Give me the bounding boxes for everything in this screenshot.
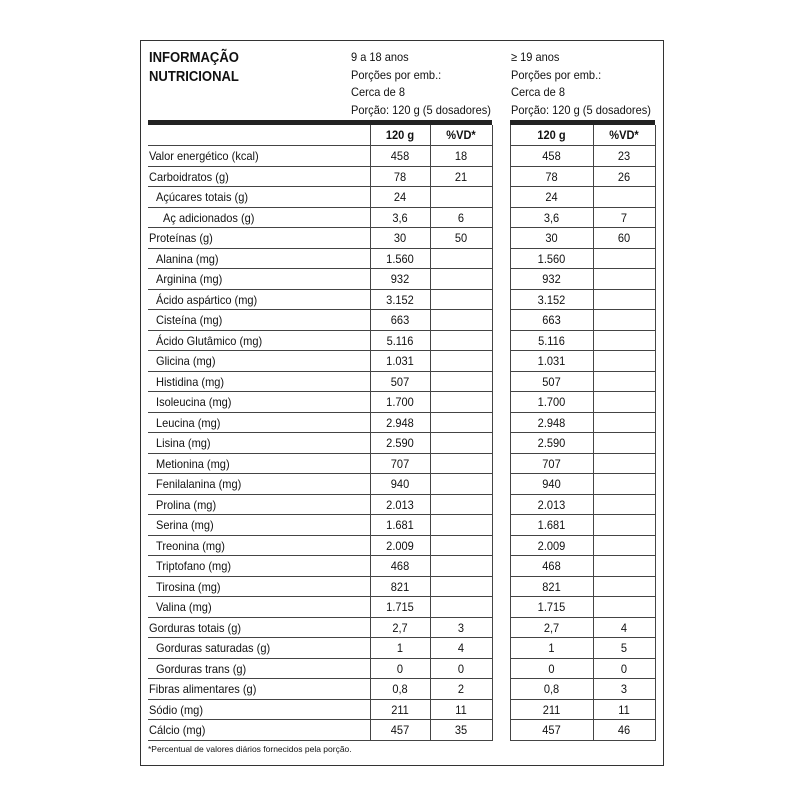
table-row: [0, 269, 800, 290]
row-rule: [510, 227, 655, 228]
group2-vd: [595, 515, 652, 536]
group2-vd: [595, 536, 652, 557]
row-rule: [148, 555, 492, 556]
group2-amount: 457: [542, 723, 561, 737]
group1-amount: 211: [391, 702, 409, 717]
row-rule: [510, 330, 655, 331]
nutrient-label: Arginina (mg): [156, 272, 223, 286]
group1-amount: 457: [390, 723, 410, 737]
group1-vd: [432, 433, 489, 454]
group1-amount: 24: [393, 190, 407, 204]
table-row: [0, 577, 800, 598]
row-rule: [148, 371, 492, 372]
group1-amount: 30: [393, 231, 407, 245]
group2-vd: 5: [620, 641, 628, 655]
row-rule: [148, 227, 492, 228]
nutrient-label: Leucina (mg): [156, 415, 221, 430]
group2-vd: 26: [617, 169, 631, 184]
row-rule: [510, 494, 655, 495]
group2-vd: [595, 269, 652, 290]
group1-amount: 821: [390, 579, 410, 594]
group1-vd: [432, 187, 489, 208]
group1-vd: [432, 577, 489, 598]
column-rule: [510, 125, 511, 741]
title-line-1: INFORMAÇÃO: [149, 50, 239, 66]
group2-amount: 1.700: [537, 395, 566, 409]
group1-amount: 1.681: [386, 518, 414, 532]
group2-amount: 2,7: [543, 620, 560, 635]
nutrient-label: Serina (mg): [156, 518, 214, 532]
group2-amount: 0,8: [543, 682, 560, 696]
table-row: [0, 618, 800, 639]
row-rule: [148, 453, 492, 454]
row-rule: [148, 740, 492, 741]
group2-amount: 1: [548, 641, 555, 655]
group2-amount-header: 120 g: [537, 128, 566, 142]
row-rule: [148, 268, 492, 269]
column-rule: [430, 125, 431, 741]
group1-vd: 0: [457, 661, 465, 676]
group1-vd: [432, 536, 489, 557]
group1-amount-header: 120 g: [385, 128, 415, 142]
group1-vd: [432, 454, 489, 475]
group2-vd-header: %VD*: [609, 128, 639, 142]
row-rule: [148, 145, 492, 146]
table-row: [0, 638, 800, 659]
table-row: [0, 290, 800, 311]
row-rule: [510, 207, 655, 208]
group1-header: [351, 49, 503, 119]
group1-vd: [432, 269, 489, 290]
row-rule: [510, 289, 655, 290]
group2-serving: Porção: 120 g (5 dosadores): [511, 102, 651, 117]
nutrient-label: Valor energético (kcal): [149, 149, 259, 163]
row-rule: [148, 596, 492, 597]
row-rule: [148, 535, 492, 536]
column-rule: [492, 125, 493, 741]
group2-amount: 707: [542, 456, 561, 471]
table-row: [0, 351, 800, 372]
group2-amount: 940: [542, 477, 561, 491]
group2-vd: [595, 372, 652, 393]
nutrient-label: Cisteína (mg): [156, 313, 223, 327]
table-row: [0, 392, 800, 413]
table-row: [0, 187, 800, 208]
nutrient-label: Isoleucina (mg): [156, 395, 232, 409]
row-rule: [148, 166, 492, 167]
row-rule: [148, 330, 492, 331]
group2-header: [511, 49, 663, 119]
group2-amount: 2.948: [537, 415, 566, 430]
group2-vd: [595, 556, 652, 577]
group1-amount: 1.700: [386, 395, 414, 409]
table-row: [0, 228, 800, 249]
row-rule: [148, 432, 492, 433]
table-row: [0, 659, 800, 680]
row-rule: [510, 473, 655, 474]
nutrient-label: Treonina (mg): [156, 538, 225, 553]
nutrient-label: Fenilalanina (mg): [156, 477, 242, 491]
nutrient-label: Metionina (mg): [156, 456, 230, 471]
group1-vd: 2: [457, 682, 465, 696]
nutrient-label: Gorduras saturadas (g): [156, 641, 271, 655]
group1-amount: 3,6: [392, 210, 408, 225]
group1-amount: 1.560: [386, 251, 414, 266]
group2-amount: 458: [542, 149, 561, 163]
group1-vd-header: %VD*: [446, 128, 476, 142]
group2-vd: 7: [620, 210, 628, 225]
group1-amount: 78: [393, 169, 407, 184]
row-rule: [148, 207, 492, 208]
row-rule: [510, 371, 655, 372]
nutrient-label: Ácido Glutâmico (mg): [156, 333, 263, 348]
row-rule: [510, 617, 655, 618]
row-rule: [148, 248, 492, 249]
group2-amount: 932: [542, 272, 561, 286]
row-rule: [510, 514, 655, 515]
row-rule: [510, 166, 655, 167]
table-row: [0, 700, 800, 721]
row-rule: [148, 576, 492, 577]
group2-vd: [595, 433, 652, 454]
row-rule: [510, 596, 655, 597]
group2-amount: 1.560: [537, 251, 566, 266]
group2-vd: [595, 187, 652, 208]
group1-age: 9 a 18 anos: [351, 50, 409, 64]
group1-amount: 3.152: [386, 292, 414, 307]
group2-vd: [595, 495, 652, 516]
column-rule: [655, 125, 656, 741]
group2-amount: 78: [545, 169, 558, 184]
nutrient-label: Proteínas (g): [149, 231, 213, 245]
group2-vd: [595, 474, 652, 495]
group1-amount: 2.948: [386, 415, 414, 430]
group1-amount: 0: [396, 661, 404, 676]
group2-amount: 3,6: [543, 210, 560, 225]
group1-vd: 50: [454, 231, 468, 245]
row-rule: [148, 637, 492, 638]
group2-vd: 4: [620, 620, 628, 635]
row-rule: [510, 186, 655, 187]
table-row: [0, 413, 800, 434]
group2-vd: 60: [617, 231, 631, 245]
table-row: [0, 372, 800, 393]
table-title: [149, 49, 239, 87]
row-rule: [148, 699, 492, 700]
group2-portions-value: Cerca de 8: [511, 85, 566, 99]
table-row: [0, 454, 800, 475]
column-rule: [370, 125, 371, 741]
nutrient-label: Açúcares totais (g): [156, 190, 249, 204]
nutrient-label: Histidina (mg): [156, 374, 225, 389]
group2-amount: 663: [542, 313, 561, 327]
row-rule: [510, 309, 655, 310]
group1-amount: 468: [390, 559, 410, 573]
group2-vd: [595, 577, 652, 598]
group2-amount: 507: [542, 374, 561, 389]
group2-vd: [595, 413, 652, 434]
group1-amount: 2.590: [386, 436, 414, 450]
group2-amount: 24: [545, 190, 558, 204]
row-rule: [148, 391, 492, 392]
group2-vd: [595, 597, 652, 618]
group1-amount: 507: [390, 374, 410, 389]
row-rule: [510, 555, 655, 556]
row-rule: [148, 678, 492, 679]
group2-vd: 11: [618, 702, 630, 717]
group1-amount: 0,8: [392, 682, 408, 696]
nutrient-label: Valina (mg): [156, 600, 212, 614]
row-rule: [148, 617, 492, 618]
group2-vd: 23: [617, 149, 631, 163]
row-rule: [510, 453, 655, 454]
group1-vd: [432, 310, 489, 331]
table-row: [0, 310, 800, 331]
nutrient-label: Sódio (mg): [149, 702, 203, 717]
row-rule: [510, 350, 655, 351]
group2-vd: 3: [620, 682, 628, 696]
nutrient-label: Alanina (mg): [156, 251, 219, 266]
group1-amount: 2.013: [386, 497, 414, 512]
row-rule: [510, 432, 655, 433]
row-rule: [148, 186, 492, 187]
row-rule: [510, 658, 655, 659]
nutrient-label: Glicina (mg): [156, 354, 216, 368]
group2-age: ≥ 19 anos: [511, 50, 560, 64]
group2-vd: [595, 454, 652, 475]
nutrient-label: Ácido aspártico (mg): [156, 292, 258, 307]
row-rule: [510, 268, 655, 269]
group1-vd: 35: [454, 723, 468, 737]
group2-amount: 821: [542, 579, 561, 594]
group1-serving: Porção: 120 g (5 dosadores): [351, 102, 491, 117]
group2-amount: 2.009: [537, 538, 566, 553]
group1-amount: 932: [390, 272, 410, 286]
column-header-row: [0, 125, 800, 146]
row-rule: [510, 699, 655, 700]
group1-portions-label: Porções por emb.:: [351, 67, 442, 82]
group1-vd: [432, 331, 489, 352]
group1-amount: 1.715: [386, 600, 414, 614]
nutrient-label: Triptofano (mg): [156, 559, 232, 573]
row-rule: [148, 309, 492, 310]
nutrient-label: Lisina (mg): [156, 436, 211, 450]
table-row: [0, 597, 800, 618]
group1-vd: 11: [455, 702, 467, 717]
table-row: [0, 556, 800, 577]
table-row: [0, 167, 800, 188]
nutrient-label: Gorduras totais (g): [149, 620, 242, 635]
title-line-2: NUTRICIONAL: [149, 69, 239, 85]
group1-vd: 18: [454, 149, 468, 163]
group1-amount: 940: [390, 477, 410, 491]
nutrient-label: Fibras alimentares (g): [149, 682, 257, 696]
row-rule: [148, 719, 492, 720]
row-rule: [148, 494, 492, 495]
table-row: [0, 146, 800, 167]
column-rule: [593, 125, 594, 741]
nutrient-label: Aç adicionados (g): [163, 210, 255, 225]
group1-vd: 4: [457, 641, 465, 655]
row-rule: [148, 289, 492, 290]
nutrient-label: Prolina (mg): [156, 497, 217, 512]
group1-vd: [432, 515, 489, 536]
row-rule: [510, 740, 655, 741]
group2-amount: 468: [542, 559, 561, 573]
group1-vd: [432, 372, 489, 393]
row-rule: [510, 248, 655, 249]
row-rule: [510, 719, 655, 720]
group1-amount: 1: [396, 641, 404, 655]
group1-amount: 2.009: [386, 538, 414, 553]
footnote: *Percentual de valores diários fornecidos pela porção.: [148, 744, 352, 754]
group2-vd: [595, 351, 652, 372]
group2-amount: 0: [548, 661, 555, 676]
group1-vd: [432, 392, 489, 413]
group2-amount: 2.590: [537, 436, 566, 450]
table-row: [0, 474, 800, 495]
nutrient-label: Cálcio (mg): [149, 723, 206, 737]
group2-amount: 5.116: [538, 333, 565, 348]
group2-amount: 1.031: [537, 354, 566, 368]
nutrient-label: Tirosina (mg): [156, 579, 221, 594]
table-row: [0, 679, 800, 700]
table-row: [0, 249, 800, 270]
row-rule: [148, 658, 492, 659]
group1-vd: [432, 351, 489, 372]
row-rule: [510, 576, 655, 577]
group2-vd: [595, 392, 652, 413]
group2-portions-label: Porções por emb.:: [511, 67, 602, 82]
group1-vd: 3: [457, 620, 465, 635]
group2-amount: 3.152: [537, 292, 566, 307]
group2-vd: [595, 249, 652, 270]
group2-vd: 46: [617, 723, 631, 737]
group1-amount: 458: [390, 149, 410, 163]
group1-vd: [432, 249, 489, 270]
row-rule: [510, 145, 655, 146]
group2-amount: 2.013: [537, 497, 566, 512]
row-rule: [510, 637, 655, 638]
group1-vd: [432, 290, 489, 311]
row-rule: [148, 473, 492, 474]
row-rule: [510, 412, 655, 413]
row-rule: [510, 535, 655, 536]
group2-amount: 1.715: [537, 600, 566, 614]
table-row: [0, 208, 800, 229]
group2-amount: 211: [542, 702, 561, 717]
group2-vd: [595, 310, 652, 331]
group2-amount: 1.681: [537, 518, 566, 532]
group2-vd: [595, 331, 652, 352]
group1-vd: [432, 474, 489, 495]
table-row: [0, 536, 800, 557]
group2-vd: [595, 290, 652, 311]
table-row: [0, 720, 800, 741]
group1-vd: 6: [457, 210, 465, 225]
row-rule: [148, 350, 492, 351]
row-rule: [510, 678, 655, 679]
row-rule: [148, 412, 492, 413]
group1-vd: 21: [454, 169, 468, 184]
table-row: [0, 331, 800, 352]
group1-amount: 2,7: [392, 620, 408, 635]
group1-amount: 5.116: [386, 333, 414, 348]
group1-vd: [432, 495, 489, 516]
group1-vd: [432, 556, 489, 577]
group1-amount: 663: [390, 313, 410, 327]
group1-vd: [432, 597, 489, 618]
table-row: [0, 433, 800, 454]
nutrient-label: Gorduras trans (g): [156, 661, 247, 676]
group2-vd: 0: [620, 661, 628, 676]
table-row: [0, 495, 800, 516]
group2-amount: 30: [545, 231, 558, 245]
group1-vd: [432, 413, 489, 434]
table-row: [0, 515, 800, 536]
row-rule: [510, 391, 655, 392]
row-rule: [148, 514, 492, 515]
group1-amount: 707: [390, 456, 410, 471]
nutrient-label: Carboidratos (g): [149, 169, 229, 184]
group1-portions-value: Cerca de 8: [351, 85, 406, 99]
group1-amount: 1.031: [386, 354, 414, 368]
